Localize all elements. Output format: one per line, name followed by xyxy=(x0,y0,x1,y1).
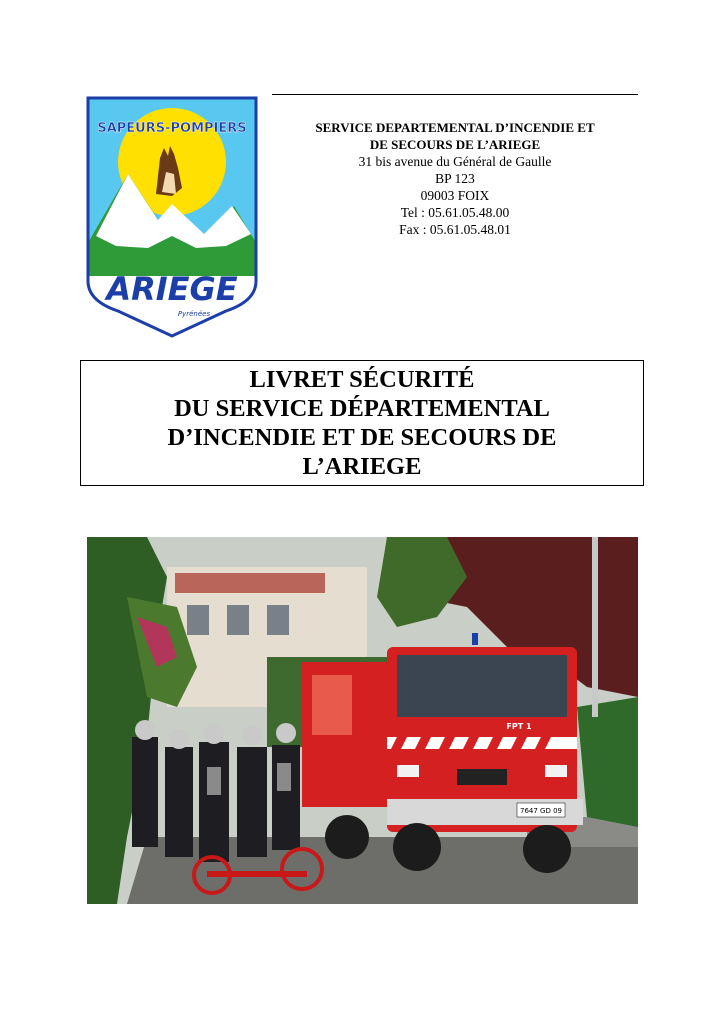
telephone: Tel : 05.61.05.48.00 xyxy=(400,205,510,220)
header-rule xyxy=(272,94,638,95)
org-name-line2: DE SECOURS DE L’ARIEGE xyxy=(369,137,541,152)
logo-small-text: Pyrénées xyxy=(177,310,211,318)
postal-city: 09003 FOIX xyxy=(420,188,490,203)
address-block xyxy=(272,119,638,238)
title-line2: DU SERVICE DÉPARTEMENTAL xyxy=(174,395,550,422)
ariege-firefighters-logo xyxy=(86,96,258,338)
document-title-box xyxy=(80,360,644,486)
title-line3: D’INCENDIE ET DE SECOURS DE xyxy=(167,424,557,451)
fire-engine-photo xyxy=(87,537,638,904)
fax: Fax : 05.61.05.48.01 xyxy=(399,222,511,237)
po-box: BP 123 xyxy=(435,171,475,186)
truck-label: FPT 1 xyxy=(506,722,532,731)
title-line1: LIVRET SÉCURITÉ xyxy=(249,366,475,393)
title-line4: L’ARIEGE xyxy=(302,453,422,480)
logo-top-text: SAPEURS-POMPIERS xyxy=(97,121,247,136)
logo-main-text: ARIEGE xyxy=(106,270,238,308)
street-address: 31 bis avenue du Général de Gaulle xyxy=(358,154,552,169)
license-plate: 7647 GD 09 xyxy=(520,807,562,815)
org-name-line1: SERVICE DEPARTEMENTAL D’INCENDIE ET xyxy=(315,120,595,135)
